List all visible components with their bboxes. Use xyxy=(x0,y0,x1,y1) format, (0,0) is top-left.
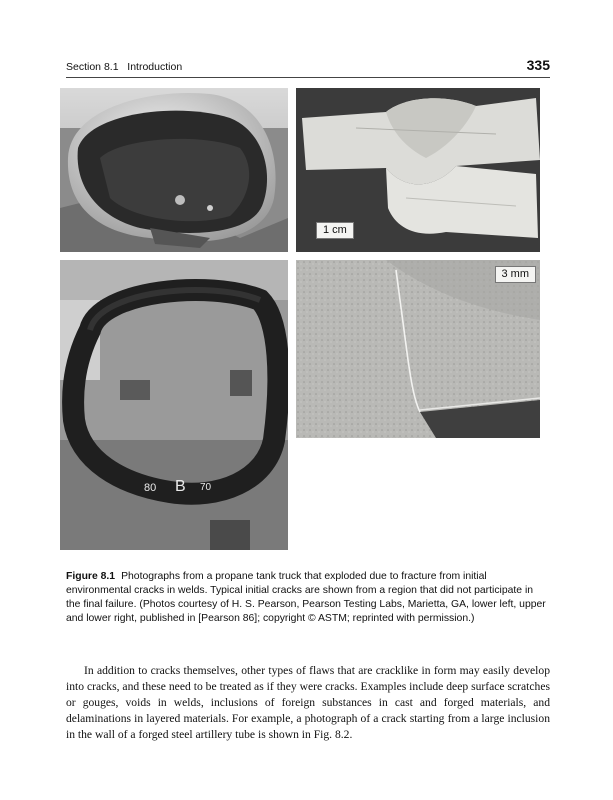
running-head xyxy=(66,58,550,78)
scale-bar-3mm: 3 mm xyxy=(495,266,537,283)
figure-label: Figure 8.1 xyxy=(66,571,116,582)
photo-crack-micrograph xyxy=(296,260,540,438)
tank-marking-80: 80 xyxy=(144,482,157,494)
tank-marking-b: B xyxy=(175,478,186,495)
section-label: Section 8.1 Introduction xyxy=(66,61,183,73)
photo-weld-cross-section xyxy=(296,88,540,252)
figure-caption-text: Photographs from a propane tank truck that exploded due to fracture from initial environmental cracks in welds. Typical initial cracks are shown from a region that did not participate in the final failure. (Photos courtesy of H. S. Pearson, Pearson Testing Labs, Marietta, GA, lower left, upper and lower right, published in [Pearson 86]; copyright © ASTM; reprinted with permission.) xyxy=(66,571,546,624)
tank-marking-70: 70 xyxy=(200,482,212,493)
scale-bar-1cm: 1 cm xyxy=(316,222,354,239)
body-paragraph: In addition to cracks themselves, other types of flaws that are cracklike in form may easily develop into cracks, and these need to be treated as if they were cracks. Examples include deep surface scratches or gouges, voids in welds, inclusions of foreign substances in cast and forged materials, and delaminations in layered materials. For example, a photograph of a crack starting from a large inclusion in the wall of a forged steel artillery tube is shown in Fig. 8.2. xyxy=(66,664,550,741)
figure-caption xyxy=(66,570,546,626)
photo-tank-ring-section xyxy=(60,260,288,550)
page-number: 335 xyxy=(526,57,550,73)
photo-exploded-tank-end xyxy=(60,88,288,252)
